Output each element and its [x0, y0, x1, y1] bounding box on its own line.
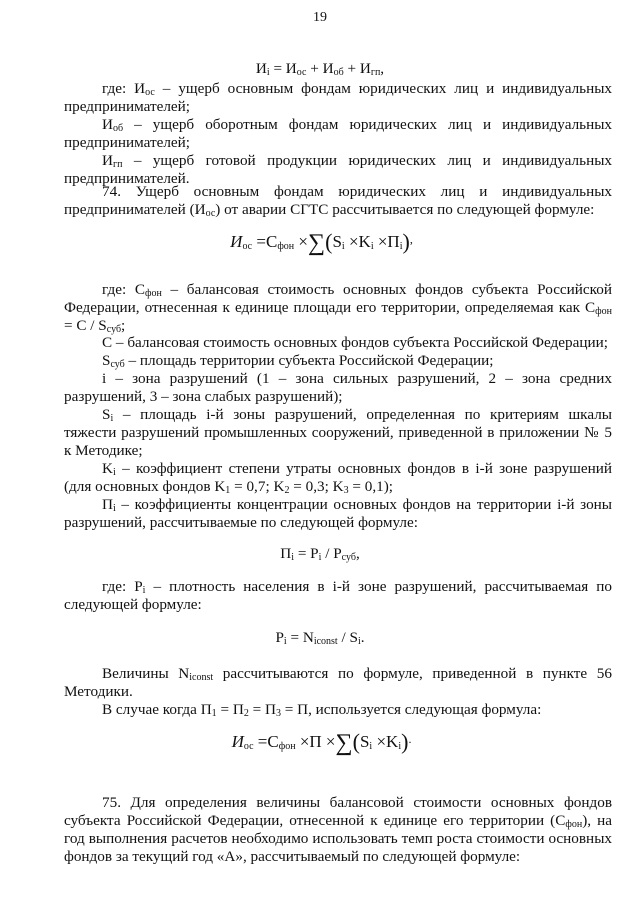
paragraph-c-def: С – балансовая стоимость основных фондов субъекта Российской Федерации; [102, 334, 608, 351]
sum-symbol: ∑ [335, 730, 353, 756]
formula-concentration: $П_i = P_i / P_{суб}$, [280, 545, 360, 563]
formula-density: $P_i = N_{iconst} / S_i$. [275, 629, 365, 647]
formula-total-damage: $И_i = И_{ос} + И_{об} + И_{гп}$, [255, 60, 385, 78]
paragraph-item-74: 74. Ущерб основным фондам юридических лиц и индивидуальных предпринимателей $(И_{ос})$ от аварии СГТС рассчитывается по следующей формуле: [64, 183, 612, 219]
paragraph-ssub-def: $S_{суб}$ – площадь территории субъекта Российской Федерации; [102, 352, 494, 370]
paragraph-niconst-note: Величины $N_{iconst}$ рассчитываются по формуле, приведенной в пункте 56 Методики. [64, 665, 612, 700]
page-number: 19 [313, 10, 327, 25]
paragraph-ki-def: $K_i$ – коэффициент степени утраты основных фондов в i-й зоне разрушений (для основных фондов $K_1 = 0,7$; $K_2 = 0,3$; $K_3 = 0,1$); [64, 460, 612, 496]
formula-fixed-assets-damage-simplified: $И_{ос} =С_{фон} \times П \times\sum(S_i \times K_i)$ . [231, 729, 412, 756]
paragraph-pi-def: $П_i$ – коэффициенты концентрации основных фондов на территории i-й зоны разрушений, рассчитываемые по следующей формуле: [64, 496, 612, 531]
paragraph-density-def: где: $P_i$ – плотность населения в i-й зоне разрушений, рассчитываемая по следующей формуле: [64, 578, 613, 613]
paragraph-si-def: $S_i$ – площадь i-й зоны разрушений, определенная по критериям шкалы тяжести разрушений промышленных сооружений, приведенной в приложении № 5 к Методике; [64, 406, 612, 459]
paragraph-equal-pi-case: В случае когда $П_1 = П_2 = П_3 = П$, используется следующая формула: [102, 701, 542, 719]
paragraph-finished-goods-def: $И_{гп}$ – ущерб готовой продукции юридических лиц и индивидуальных предпринимателей. [64, 152, 612, 187]
paragraph-cfon-def: где: $С_{фон}$ – балансовая стоимость основных фондов субъекта Российской Федерации, отнесенная к единице площади его территории, определяемая как $С_{фон} = С / S_{суб}$; [64, 281, 613, 335]
paragraph-zone-def: i – зона разрушений (1 – зона сильных разрушений, 2 – зона средних разрушений, 3 – зона слабых разрушений); [64, 370, 612, 405]
sum-symbol: ∑ [308, 230, 326, 256]
formula-fixed-assets-damage: $И_{ос} =С_{фон} \times\sum(S_i \times K_i \times П_i)$ , [230, 229, 413, 256]
paragraph-fixed-assets-def: где: $И_{ос}$ – ущерб основным фондам юридических лиц и индивидуальных предпринимателей; [64, 80, 612, 115]
paragraph-working-capital-def: $И_{об}$ – ущерб оборотным фондам юридических лиц и индивидуальных предпринимателей; [64, 116, 612, 151]
paragraph-item-75: 75. Для определения величины балансовой стоимости основных фондов субъекта Российской Федерации, отнесенной к единице его территории $(С_{фон})$, на год выполнения расчетов необходимо использовать темп роста стоимости основных фондов за текущий год «А», рассчитываемый по следующей формуле: [64, 794, 612, 865]
